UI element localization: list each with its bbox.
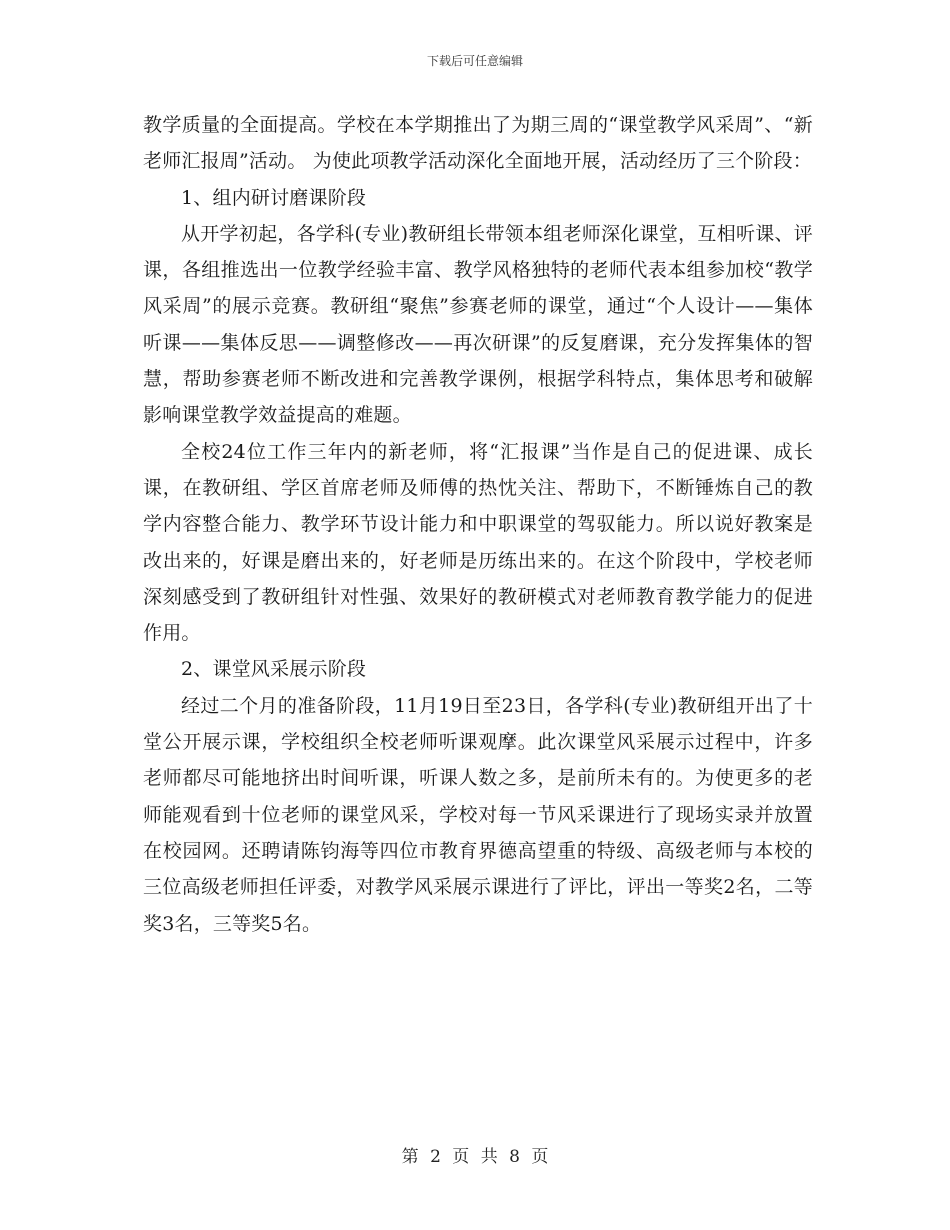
document-body — [143, 107, 813, 942]
section-heading-1: 1、组内研讨磨课阶段 — [181, 186, 367, 209]
page-header: 下载后可任意编辑 — [426, 54, 523, 68]
paragraph-stage-1: 从开学初起，各学科(专业)教研组长带领本组老师深化课堂，互相听课、评课，各组推选出一位教学经验丰富、教学风格独特的老师代表本组参加校“教学风采周”的展示竞赛。教研组“聚焦”参赛老师的课堂，通过“个人设计——集体听课——集体反思——调整修改——再次研课”的反复磨课，充分发挥集体的智慧，帮助参赛老师不断改进和完善教学课例，根据学科特点，集体思考和破解影响课堂教学效益提高的难题。 — [143, 222, 813, 427]
paragraph-intro-continuation: 教学质量的全面提高。学校在本学期推出了为期三周的“课堂教学风采周”、“新老师汇报周”活动。 为使此项教学活动深化全面地开展，活动经历了三个阶段： — [143, 114, 813, 173]
paragraph-stage-2: 经过二个月的准备阶段，11月19日至23日，各学科(专业)教研组开出了十堂公开展示课，学校组织全校老师听课观摩。此次课堂风采展示过程中，许多老师都尽可能地挤出时间听课，听课人数之多，是前所未有的。为使更多的老师能观看到十位老师的课堂风采，学校对每一节风采课进行了现场实录并放置在校园网。还聘请陈钧海等四位市教育界德高望重的特级、高级老师与本校的三位高级老师担任评委，对教学风采展示课进行了评比，评出一等奖2名，二等奖3名，三等奖5名。 — [143, 694, 813, 935]
section-heading-2: 2、课堂风采展示阶段 — [181, 658, 367, 681]
paragraph-new-teachers: 全校24位工作三年内的新老师，将“汇报课”当作是自己的促进课、成长课，在教研组、学区首席老师及师傅的热忱关注、帮助下，不断锤炼自己的教学内容整合能力、教学环节设计能力和中职课堂的驾驭能力。所以说好教案是改出来的，好课是磨出来的，好老师是历练出来的。在这个阶段中，学校老师深刻感受到了教研组针对性强、效果好的教研模式对老师教育教学能力的促进作用。 — [143, 440, 813, 645]
page-number: 第 2 页 共 8 页 — [401, 1147, 549, 1167]
